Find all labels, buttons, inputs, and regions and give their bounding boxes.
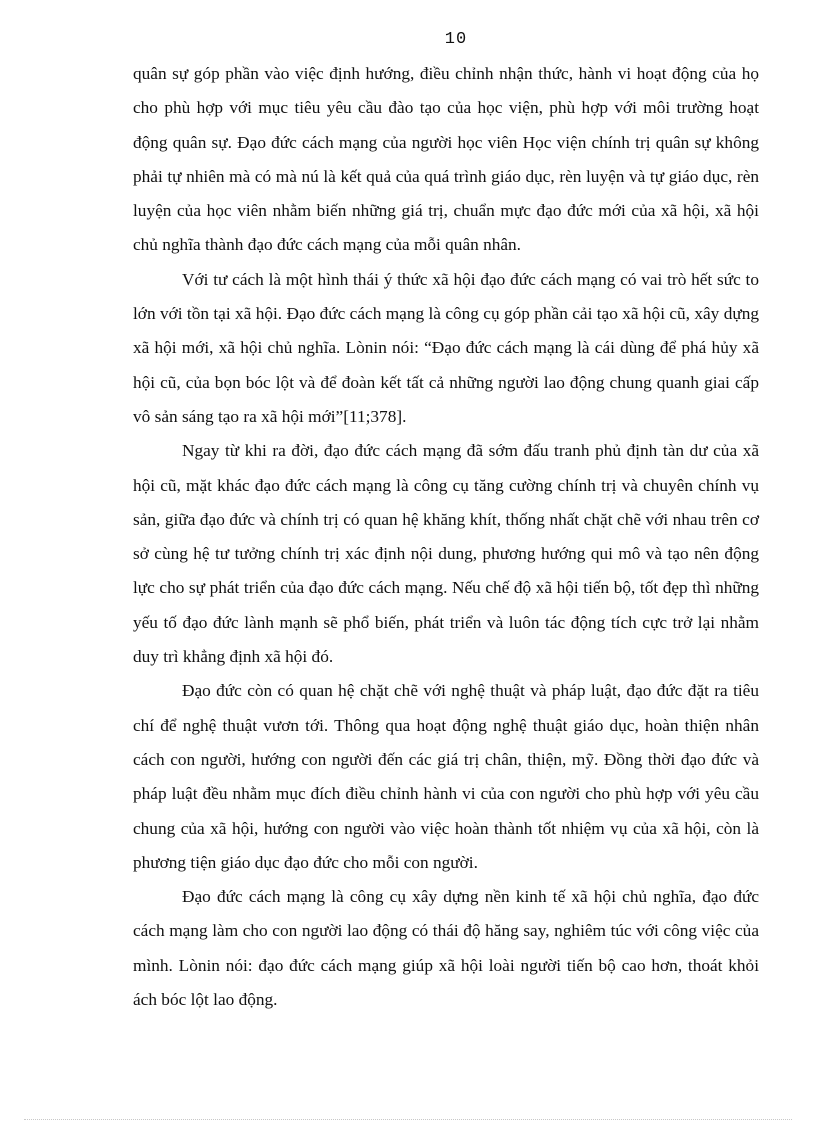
paragraph-2: Với tư cách là một hình thái ý thức xã hội đạo đức cách mạng có vai trò hết sức to lớn với tồn tại xã hội. Đạo đức cách mạng là công cụ góp phần cải tạo xã hội cũ, xây dựng xã hội mới, xã hội chủ nghĩa. Lònin nói: “Đạo đức cách mạng là cái dùng để phá hủy xã hội cũ, của bọn bóc lột và để đoàn kết tất cả những người lao động chung quanh giai cấp vô sản sáng tạo ra xã hội mới”[11;378]. — [133, 269, 759, 426]
page-number: 10 — [444, 30, 468, 49]
body-text — [133, 57, 759, 1017]
paragraph-4: Đạo đức còn có quan hệ chặt chẽ với nghệ thuật và pháp luật, đạo đức đặt ra tiêu chí để nghệ thuật vươn tới. Thông qua hoạt động nghệ thuật giáo dục, hoàn thiện nhân cách con người, hướng con người đến các giá trị chân, thiện, mỹ. Đồng thời đạo đức và pháp luật đều nhằm mục đích điều chỉnh hành vi của con người cho phù hợp với yêu cầu chung của xã hội, hướng con người vào việc hoàn thành tốt nhiệm vụ của xã hội, còn là phương tiện giáo dục đạo đức cho mỗi con người. — [133, 681, 759, 872]
paragraph-5: Đạo đức cách mạng là công cụ xây dựng nền kinh tế xã hội chủ nghĩa, đạo đức cách mạng làm cho con người lao động có thái độ hăng say, nghiêm túc với công việc của mình. Lònin nói: đạo đức cách mạng giúp xã hội loài người tiến bộ cao hơn, thoát khỏi ách bóc lột lao động. — [133, 887, 759, 1010]
paragraph-1: quân sự góp phần vào việc định hướng, điều chỉnh nhận thức, hành vi hoạt động của họ cho phù hợp với mục tiêu yêu cầu đào tạo của học viện, phù hợp với môi trường hoạt động quân sự. Đạo đức cách mạng của người học viên Học viện chính trị quân sự không phải tự nhiên mà có mà nú là kết quả của quá trình giáo dục, rèn luyện và tự giáo dục, rèn luyện của học viên nhằm biến những giá trị, chuẩn mực đạo đức mới của xã hội, xã hội chủ nghĩa thành đạo đức cách mạng của mỗi quân nhân. — [133, 64, 759, 255]
paragraph-3: Ngay từ khi ra đời, đạo đức cách mạng đã sớm đấu tranh phủ định tàn dư của xã hội cũ, mặt khác đạo đức cách mạng là công cụ tăng cường chính trị và chuyên chính vụ sản, giữa đạo đức và chính trị có quan hệ khăng khít, thống nhất chặt chẽ với nhau trên cơ sở cùng hệ tư tưởng chính trị xác định nội dung, phương hướng qui mô và tạo nên động lực cho sự phát triển của đạo đức cách mạng. Nếu chế độ xã hội tiến bộ, tốt đẹp thì những yếu tố đạo đức lành mạnh sẽ phổ biến, phát triển và luôn tác động tích cực trở lại nhằm duy trì khẳng định xã hội đó. — [133, 441, 759, 667]
footer-divider — [24, 1119, 792, 1120]
